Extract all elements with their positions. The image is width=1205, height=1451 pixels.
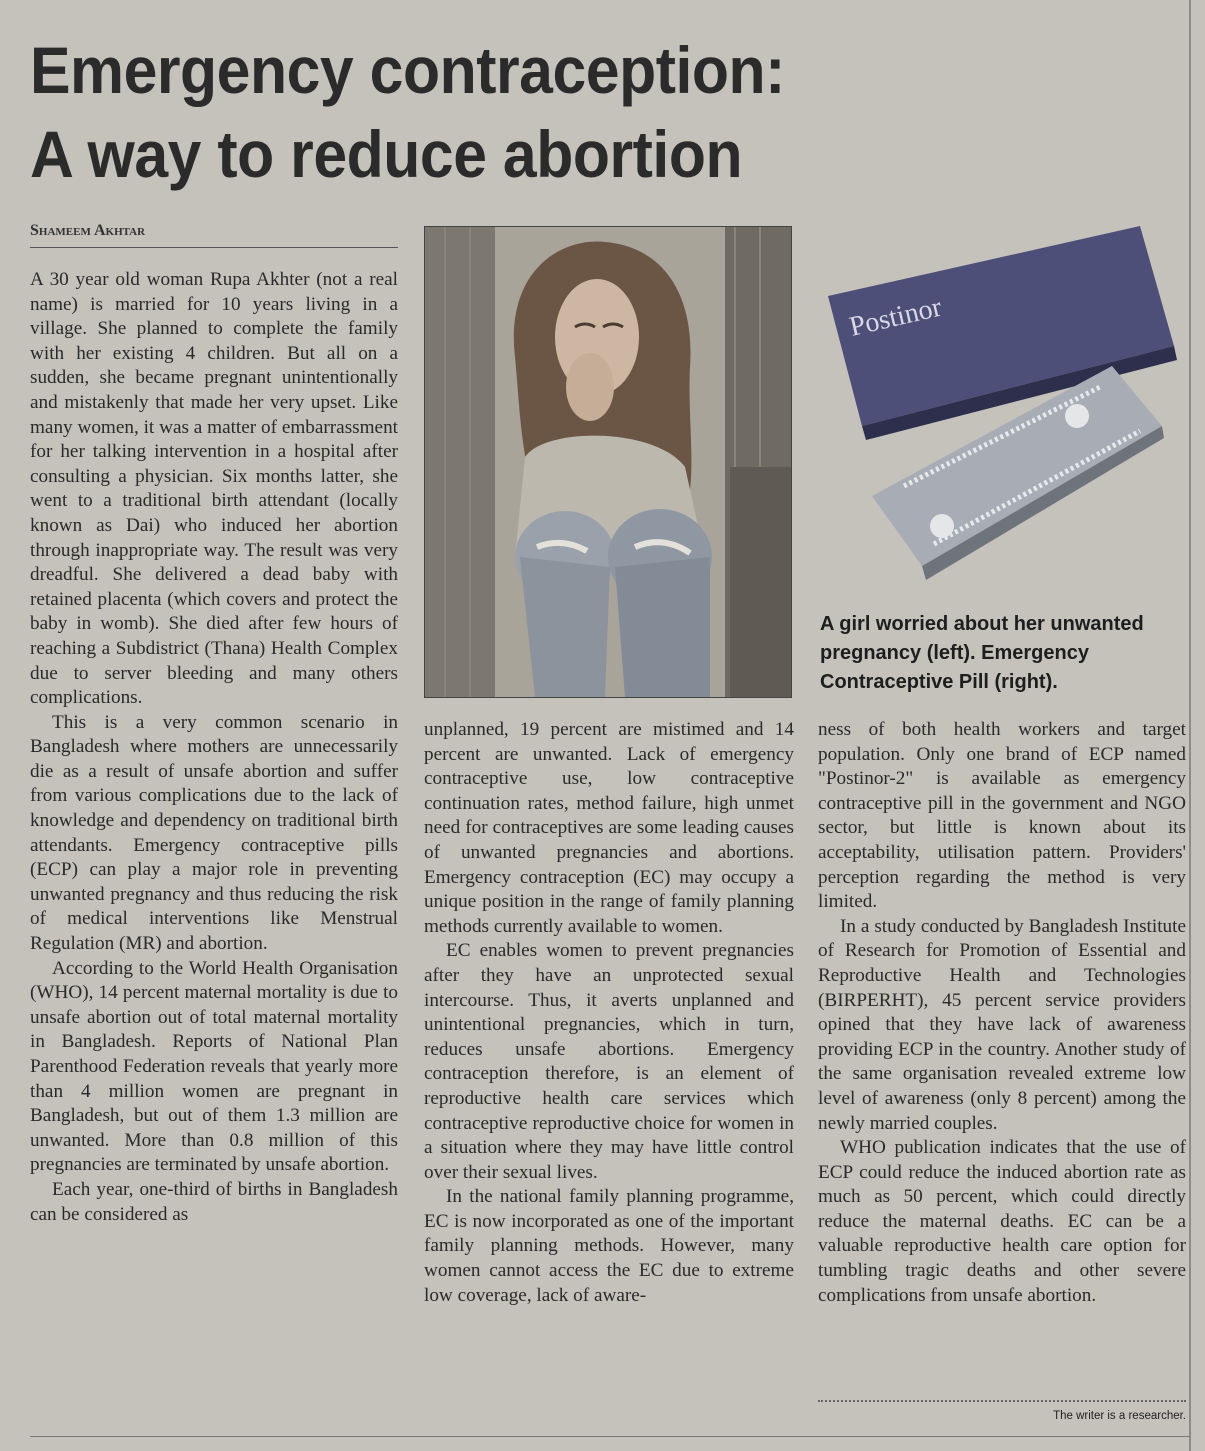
column-2 (424, 718, 794, 1308)
column-1 (30, 268, 398, 1227)
bottom-rule (30, 1436, 1190, 1437)
photo-postinor-pill (822, 226, 1182, 606)
page-edge-rule (1189, 0, 1191, 1451)
paragraph: unplanned, 19 percent are mistimed and 14 percent are unwanted. Lack of emergency contraceptive use, low contraceptive continuation rates, method failure, high unmet need for contraceptives are some leading causes of unwanted pregnancies and abortions. Emergency contraception (EC) may occupy a unique position in the range of family planning methods currently available to women. (424, 719, 794, 937)
paragraph: In the national family planning programme, EC is now incorporated as one of the important family planning methods. However, many women cannot access the EC due to extreme low coverage, lack of aware- (424, 1186, 794, 1306)
paragraph: A 30 year old woman Rupa Akhter (not a real name) is married for 10 years living in a village. She planned to complete the family with her existing 4 children. But all on a sudden, she became pregnant unintentionally and mistakenly that made her very upset. Like many women, it was a matter of embarrassment for her talking intervention in a hospital after consulting a physician. Six months latter, she went to a traditional birth attendant (locally known as Dai) who induced her abortion through inappropriate way. The result was very dreadful. She delivered a dead baby with retained placenta (which covers and protect the baby in womb). She died after few hours of reaching a Subdistrict (Thana) Health Complex due to server bleeding and many others complications. (30, 269, 398, 709)
paragraph: ness of both health workers and target population. Only one brand of ECP named "Postinor-2" is available as emergency contraceptive pill in the government and NGO sector, but little is known about its acceptability, utilisation pattern. Providers' perception regarding the method is very limited. (818, 719, 1186, 913)
photo-caption: A girl worried about her unwanted pregnancy (left). Emergency Contraceptive Pill (right). (820, 613, 1144, 693)
paragraph: According to the World Health Organisation (WHO), 14 percent maternal mortality is due to unsafe abortion out of total maternal mortality in Bangladesh. Reports of National Plan Parenthood Federation reveals that yearly more than 4 million women are pregnant in Bangladesh, but out of them 1.3 million are unwanted. More than 0.8 million of this pregnancies are terminated by unsafe abortion. (30, 957, 398, 1176)
headline-line-2: A way to reduce abortion (30, 117, 743, 191)
column-3 (818, 718, 1186, 1308)
photo-postinor-pill-illustration (822, 226, 1182, 606)
paragraph: WHO publication indicates that the use of ECP could reduce the induced abortion rate as much as 50 percent, which could directly reduce the maternal deaths. EC can be a valuable reproductive health care option for tumbling tragic deaths and other severe complications from unsafe abortion. (818, 1137, 1186, 1306)
byline-rule (30, 247, 398, 248)
paragraph: In a study conducted by Bangladesh Institute of Research for Promotion of Essential and Reproductive Health and Technologies (BIRPERHT), 45 percent service providers opined that they have lack of awareness providing ECP in the country. Another study of the same organisation revealed extreme low level of awareness (only 8 percent) among the newly married couples. (818, 915, 1186, 1134)
photo-worried-girl-illustration (425, 227, 791, 697)
footnote-divider (818, 1400, 1186, 1402)
headline-line-1: Emergency contraception: (30, 33, 785, 107)
paragraph: This is a very common scenario in Bangladesh where mothers are unnecessarily die as a result of unsafe abortion and suffer from various complications due to the lack of knowledge and dependency on traditional birth attendants. Emergency contraceptive pills (ECP) can play a major role in preventing unwanted pregnancy and thus reducing the risk of medical interventions like Menstrual Regulation (MR) and abortion. (30, 711, 398, 955)
paragraph: EC enables women to prevent pregnancies after they have an unprotected sexual intercourse. Thus, it averts unplanned and unintentional pregnancies, which in turn, reduces unsafe abortions. Emergency contraception therefore, is an element of reproductive health care services which contraceptive reproductive choice for women in a situation where they may have little control over their sexual lives. (424, 940, 794, 1183)
photo-worried-girl (424, 226, 792, 698)
headline (30, 28, 858, 196)
paragraph: Each year, one-third of births in Bangladesh can be considered as (30, 1178, 398, 1225)
pill-box-label: Postinor (846, 291, 945, 343)
author-footnote: The writer is a researcher. (1053, 1410, 1186, 1422)
byline: Shameem Akhtar (30, 222, 146, 239)
